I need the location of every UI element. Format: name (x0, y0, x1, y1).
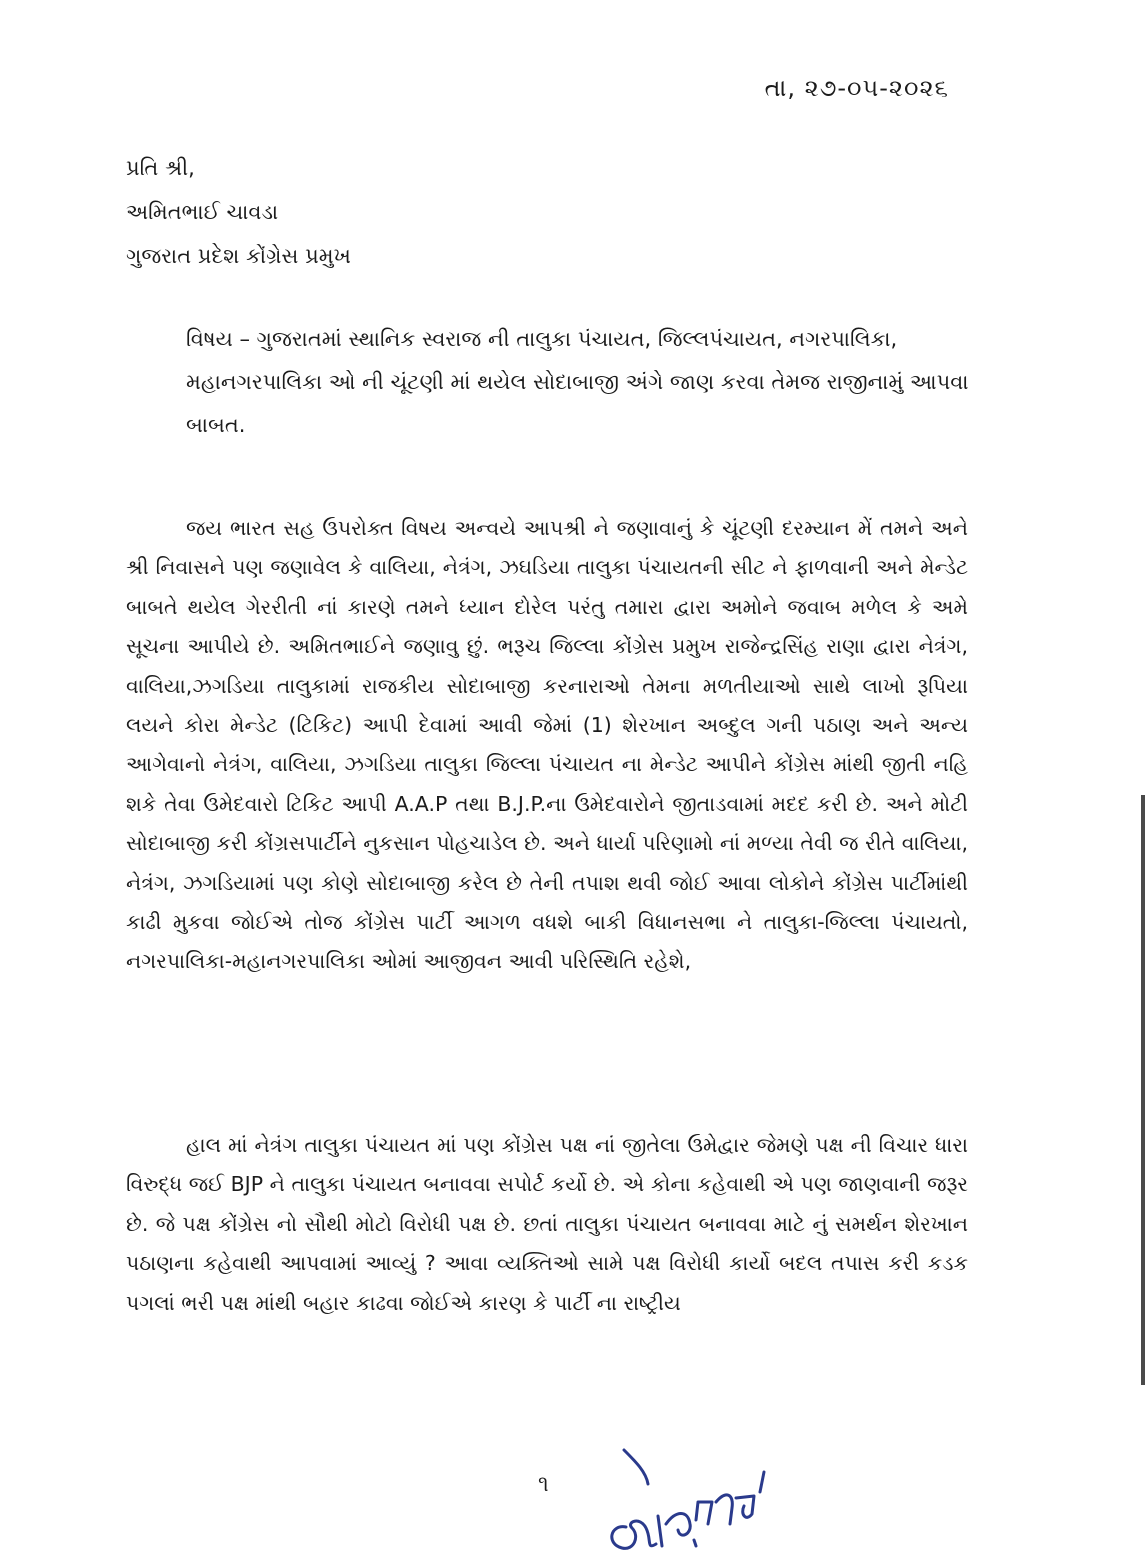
page-number: ૧ (538, 1472, 549, 1497)
body-paragraph-1: જય ભારત સહ ઉપરોક્ત વિષય અન્વયે આપશ્રી ને જણાવાનું કે ચૂંટણી દરમ્યાન મેં તમને અને શ્રી નિવાસને પણ જણાવેલ કે વાલિયા, નેત્રંગ, ઝઘડિયા તાલુકા પંચાયતની સીટ ને ફાળવાની અને મેન્ડેટ બાબતે થયેલ ગેરરીતી નાં કારણે તમને ધ્યાન દોરેલ પરંતુ તમારા દ્વારા અમોને જવાબ મળેલ કે અમે સૂચના આપીયે છે. અમિતભાઈને જણાવુ છું. ભરૂચ જિલ્લા કોંગ્રેસ પ્રમુખ રાજેન્દ્રસિંહ રાણા દ્વારા નેત્રંગ, વાલિયા,ઝગડિયા તાલુકામાં રાજકીય સોદાબાજી કરનારાઓ તેમના મળતીયાઓ સાથે લાખો રૂપિયા લયને કોરા મેન્ડેટ (ટિકિટ) આપી દેવામાં આવી જેમાં (1) શેરખાન અબ્દુલ ગની પઠાણ અને અન્ય આગેવાનો નેત્રંગ, વાલિયા, ઝગડિયા તાલુકા જિલ્લા પંચાયત ના મેન્ડેટ આપીને કોંગ્રેસ માંથી જીતી નહિ શકે તેવા ઉમેદવારો ટિકિટ આપી A.A.P તથા B.J.P.ના ઉમેદવારોને જીતાડવામાં મદદ કરી છે. અને મોટી સોદાબાજી કરી કોંગ્રસપાર્ટીને નુકસાન પોહચાડેલ છે. અને ધાર્યા પરિણામો નાં મળ્યા તેવી જ રીતે વાલિયા, નેત્રંગ, ઝગડિયામાં પણ કોણે સોદાબાજી કરેલ છે તેની તપાશ થવી જોઈ આવા લોકોને કોંગ્રેસ પાર્ટીમાંથી કાઢી મુકવા જોઈએ તોજ કોંગ્રેસ પાર્ટી આગળ વધશે બાકી વિધાનસભા ને તાલુકા-જિલ્લા પંચાયતો, નગરપાલિકા-મહાનગરપાલિકા ઓમાં આજીવન આવી પરિસ્થિતિ રહેશે, (126, 516, 968, 974)
handwritten-signature (596, 1432, 796, 1557)
recipient-name: અમિતભાઈ ચાવડા (126, 200, 279, 224)
letter-date: તા, ૨૭-૦૫-૨૦૨૬ (764, 74, 949, 102)
scan-edge-line (1141, 795, 1145, 1385)
letter-subject: વિષય – ગુજરાતમાં સ્થાનિક સ્વરાજ ની તાલુકા પંચાયત, જિલ્લપંચાયત, નગરપાલિકા, મહાનગરપાલિકા ઓ ની ચૂંટણી માં થયેલ સોદાબાજી અંગે જાણ કરવા તેમજ રાજીનામું આપવા બાબત. (186, 327, 969, 437)
body-paragraph-2: હાલ માં નેત્રંગ તાલુકા પંચાયત માં પણ કોંગ્રેસ પક્ષ નાં જીતેલા ઉમેદ્વાર જેમણે પક્ષ ની વિચાર ધારા વિરુદ્ધ જઈ BJP ને તાલુકા પંચાયત બનાવવા સપોર્ટ કર્યો છે. એ કોના કહેવાથી એ પણ જાણવાની જરૂર છે. જે પક્ષ કોંગ્રેસ નો સૌથી મોટો વિરોધી પક્ષ છે. છતાં તાલુકા પંચાયત બનાવવા માટે નું સમર્થન શેરખાન પઠાણના કહેવાથી આપવામાં આવ્યું ? આવા વ્યક્તિઓ સામે પક્ષ વિરોધી કાર્યો બદલ તપાસ કરી કડક પગલાં ભરી પક્ષ માંથી બહાર કાઢવા જોઈએ કારણ કે પાર્ટી ના રાષ્ટ્રીય (126, 1133, 968, 1315)
recipient-designation: ગુજરાત પ્રદેશ કોંગ્રેસ પ્રમુખ (126, 244, 351, 268)
recipient-block (126, 146, 351, 278)
recipient-salutation: પ્રતિ શ્રી, (126, 156, 195, 180)
